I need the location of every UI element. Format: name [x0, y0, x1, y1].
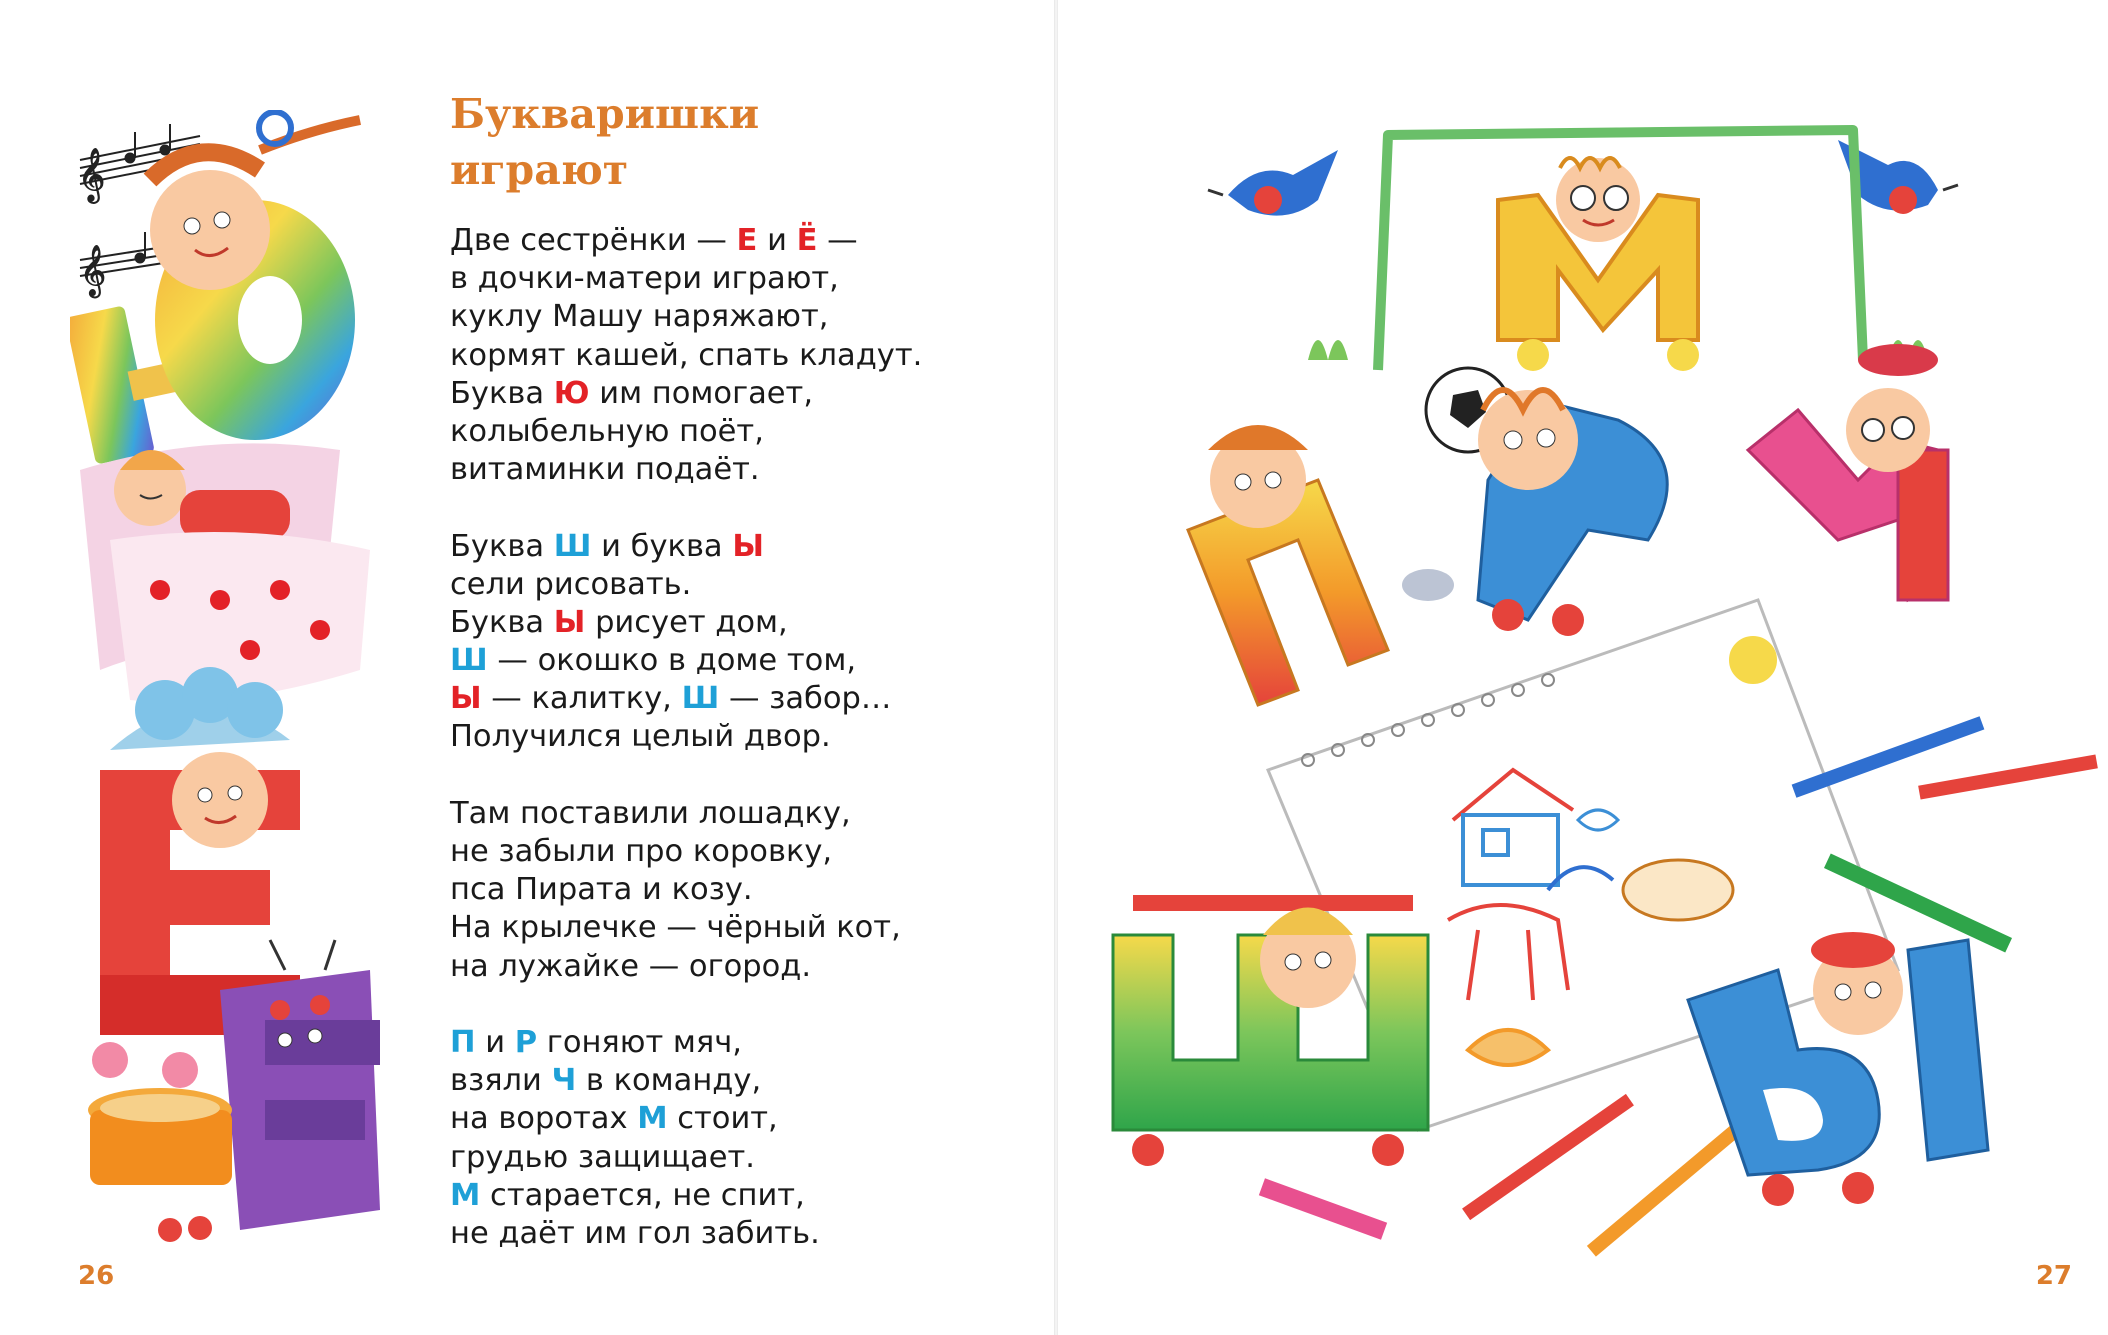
- highlighted-letter: Р: [514, 1024, 538, 1060]
- poem-line: [450, 1062, 922, 1100]
- poem-text-segment: На крылечке — чёрный кот,: [450, 910, 901, 946]
- poem-title-line: Букваришки: [450, 90, 760, 138]
- highlighted-letter: Ы: [553, 604, 586, 640]
- poem-title: [450, 86, 759, 198]
- poem-line: [450, 451, 922, 489]
- poem-text-segment: рисует дом,: [585, 604, 788, 640]
- poem-line: [450, 680, 922, 718]
- letter-r-figure: [1478, 390, 1667, 636]
- poem-line: [450, 718, 922, 756]
- poem-text-segment: витаминки подаёт.: [450, 452, 760, 488]
- poem-text-segment: — калитку,: [481, 681, 682, 717]
- poem-line: [450, 375, 922, 413]
- poem-line: [450, 298, 922, 336]
- poem-text-segment: взяли: [450, 1063, 552, 1099]
- poem-text-segment: гоняют мяч,: [537, 1024, 742, 1060]
- poem-line: [450, 871, 922, 909]
- poem-text-segment: им помогает,: [589, 375, 814, 411]
- poem-stanza: [450, 528, 922, 757]
- poem-text-segment: и: [475, 1024, 515, 1060]
- poem-text-segment: Там поставили лошадку,: [450, 795, 851, 831]
- poem-stanza: [450, 795, 922, 986]
- highlighted-letter: Ш: [681, 681, 720, 717]
- poem-line: [450, 1139, 922, 1177]
- poem-line: [450, 1100, 922, 1138]
- highlighted-letter: Ё: [796, 223, 818, 258]
- poem-text-segment: и: [757, 223, 797, 258]
- highlighted-letter: Ы: [732, 528, 764, 564]
- highlighted-letter: Ш: [553, 528, 592, 564]
- highlighted-letter: Ы: [450, 681, 482, 717]
- letter-m-figure: [1498, 158, 1699, 371]
- highlighted-letter: М: [450, 1177, 481, 1213]
- poem-text-segment: — окошко в доме том,: [487, 643, 857, 679]
- poem-text: [450, 222, 922, 1291]
- poem-line: [450, 566, 922, 604]
- poem-line: [450, 337, 922, 375]
- letter-ch-figure: [1748, 344, 1948, 600]
- poem-text-segment: колыбельную поёт,: [450, 413, 764, 449]
- poem-text-segment: на лужайке — огород.: [450, 948, 812, 984]
- highlighted-letter: М: [637, 1101, 668, 1137]
- poem-line: [450, 528, 922, 566]
- sleeping-doll-figure: [80, 443, 370, 702]
- svg-text:𝄞: 𝄞: [78, 147, 106, 201]
- sun-icon: [1731, 638, 1775, 682]
- highlighted-letter: Е: [736, 223, 758, 258]
- poem-text-segment: стоит,: [667, 1101, 778, 1137]
- poem-text-segment: Две сестрёнки —: [450, 223, 737, 258]
- poem-title-line: играют: [450, 146, 629, 194]
- poem-line: [450, 948, 922, 986]
- poem-text-segment: старается, не спит,: [480, 1177, 805, 1213]
- left-illustration: [70, 110, 400, 1260]
- poem-text-segment: в дочки-матери играют,: [450, 261, 839, 297]
- poem-text-segment: Буква: [450, 528, 554, 564]
- poem-line: [450, 604, 922, 642]
- poem-text-segment: не забыли про коровку,: [450, 834, 833, 869]
- cow-drawing: [1623, 860, 1733, 920]
- poem-text-segment: Буква: [450, 375, 554, 411]
- poem-text-segment: Буква: [450, 604, 554, 640]
- poem-text-segment: Получился целый двор.: [450, 719, 831, 755]
- poem-line: [450, 1215, 922, 1253]
- letter-p-figure: [1188, 425, 1454, 705]
- poem-line: [450, 1024, 922, 1062]
- poem-text-segment: не даёт им гол забить.: [450, 1215, 820, 1251]
- poem-stanza: [450, 222, 922, 489]
- poem-line: [450, 795, 922, 833]
- poem-text-segment: и буква: [591, 528, 733, 564]
- poem-line: [450, 833, 922, 871]
- poem-text-segment: —: [817, 223, 858, 258]
- grass-icon: [1308, 340, 1928, 360]
- highlighted-letter: Ш: [450, 643, 488, 679]
- right-illustration: [1058, 0, 2108, 1335]
- poem-text-segment: — забор…: [719, 681, 892, 717]
- poem-text-segment: кормят кашей, спать кладут.: [450, 337, 923, 373]
- poem-text-segment: грудью защищает.: [450, 1139, 755, 1175]
- highlighted-letter: Ч: [551, 1063, 577, 1099]
- poem-line: [450, 1177, 922, 1215]
- right-page: [1058, 0, 2108, 1335]
- poem-stanza: [450, 1024, 922, 1253]
- page-number: 27: [2035, 1261, 2072, 1291]
- poem-text-segment: в команду,: [576, 1063, 762, 1099]
- letter-yu-figure: [70, 112, 360, 465]
- poem-line: [450, 413, 922, 451]
- letter-sha-figure: [1113, 908, 1428, 1167]
- page-number: 26: [78, 1261, 115, 1291]
- highlighted-letter: П: [450, 1024, 476, 1060]
- highlighted-letter: Ю: [553, 375, 590, 411]
- poem-text-segment: пса Пирата и козу.: [450, 872, 753, 908]
- bird-icon: [1208, 150, 1338, 216]
- poem-text-segment: куклу Машу наряжают,: [450, 299, 829, 335]
- poem-line: [450, 909, 922, 947]
- poem-text-segment: на воротах: [450, 1101, 638, 1137]
- poem-text-segment: сели рисовать.: [450, 566, 692, 602]
- poem-line: [450, 260, 922, 298]
- poem-line: [450, 222, 922, 260]
- poem-line: [450, 642, 922, 680]
- svg-text:𝄞: 𝄞: [80, 245, 107, 296]
